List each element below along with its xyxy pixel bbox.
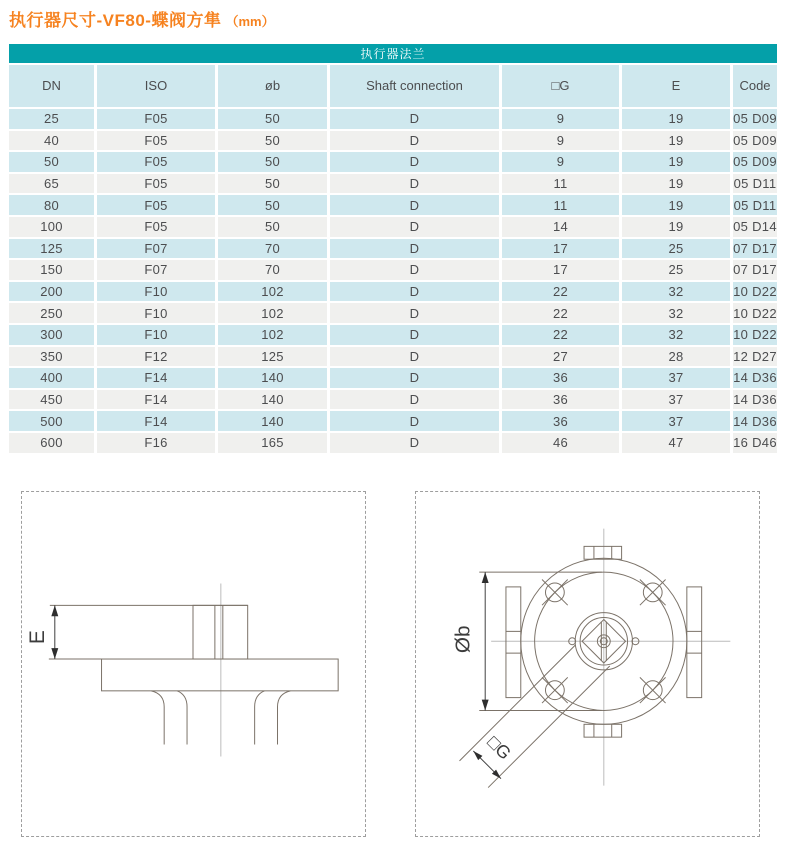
technical-drawings — [9, 491, 777, 837]
table-cell: D — [329, 389, 501, 411]
table-cell: D — [329, 346, 501, 368]
column-header: ISO — [96, 65, 217, 108]
table-cell: 32 — [621, 281, 732, 303]
table-row — [9, 410, 777, 432]
table-cell: 10 D22 — [732, 302, 778, 324]
table-cell: F10 — [96, 281, 217, 303]
table-cell: 14 D36 — [732, 367, 778, 389]
table-row — [9, 389, 777, 411]
table-cell: 50 — [217, 194, 329, 216]
table-cell: 50 — [9, 151, 96, 173]
table-cell: 19 — [621, 194, 732, 216]
table-cell: 50 — [217, 130, 329, 152]
table-cell: 37 — [621, 367, 732, 389]
table-cell: 36 — [501, 410, 621, 432]
table-cell: 10 D22 — [732, 324, 778, 346]
table-cell: 05 D09 — [732, 130, 778, 152]
table-cell: 22 — [501, 302, 621, 324]
table-cell: 05 D11 — [732, 194, 778, 216]
table-cell: 14 — [501, 216, 621, 238]
table-cell: F14 — [96, 367, 217, 389]
table-cell: 19 — [621, 216, 732, 238]
table-cell: D — [329, 302, 501, 324]
table-cell: F10 — [96, 324, 217, 346]
table-cell: D — [329, 216, 501, 238]
table-cell: 9 — [501, 151, 621, 173]
table-cell: 11 — [501, 173, 621, 195]
crosshair-centerlines — [491, 528, 730, 785]
table-cell: 19 — [621, 151, 732, 173]
flange-table-body — [9, 108, 777, 454]
neck-right-outer — [278, 690, 291, 744]
table-cell: 28 — [621, 346, 732, 368]
table-cell: 140 — [217, 367, 329, 389]
table-cell: 65 — [9, 173, 96, 195]
shaft-slot-lines — [215, 605, 223, 659]
table-row — [9, 281, 777, 303]
table-cell: 25 — [621, 259, 732, 281]
side-view-drawing — [22, 492, 365, 836]
table-cell: D — [329, 194, 501, 216]
table-cell: 70 — [217, 259, 329, 281]
table-cell: 14 D36 — [732, 389, 778, 411]
neck-left-inner — [177, 690, 187, 744]
table-cell: 600 — [9, 432, 96, 454]
table-cell: 05 D11 — [732, 173, 778, 195]
table-cell: F10 — [96, 302, 217, 324]
table-cell: 9 — [501, 108, 621, 130]
table-row — [9, 324, 777, 346]
table-cell: 25 — [9, 108, 96, 130]
table-cell: 17 — [501, 238, 621, 260]
table-cell: D — [329, 281, 501, 303]
table-cell: 05 D14 — [732, 216, 778, 238]
table-cell: 80 — [9, 194, 96, 216]
table-cell: 05 D09 — [732, 108, 778, 130]
table-cell: F05 — [96, 151, 217, 173]
dimension-g — [459, 645, 609, 787]
table-cell: D — [329, 151, 501, 173]
table-cell: D — [329, 324, 501, 346]
table-cell: 50 — [217, 151, 329, 173]
page-title-unit: （mm） — [225, 14, 275, 29]
table-cell: D — [329, 432, 501, 454]
table-cell: D — [329, 410, 501, 432]
table-cell: 32 — [621, 324, 732, 346]
column-header: DN — [9, 65, 96, 108]
table-cell: F12 — [96, 346, 217, 368]
table-cell: 250 — [9, 302, 96, 324]
dimension-g-label: □G — [483, 731, 516, 763]
table-cell: 50 — [217, 216, 329, 238]
table-row — [9, 194, 777, 216]
flange-table-header-row — [9, 65, 777, 108]
table-cell: 102 — [217, 302, 329, 324]
table-cell: 47 — [621, 432, 732, 454]
table-cell: 07 D17 — [732, 238, 778, 260]
table-cell: 19 — [621, 130, 732, 152]
table-row — [9, 367, 777, 389]
table-cell: 400 — [9, 367, 96, 389]
table-cell: 05 D09 — [732, 151, 778, 173]
column-header: E — [621, 65, 732, 108]
table-cell: F16 — [96, 432, 217, 454]
table-cell: 37 — [621, 389, 732, 411]
table-cell: F14 — [96, 410, 217, 432]
table-cell: 36 — [501, 389, 621, 411]
table-row — [9, 151, 777, 173]
table-row — [9, 259, 777, 281]
table-cell: 102 — [217, 281, 329, 303]
table-cell: 16 D46 — [732, 432, 778, 454]
table-cell: 70 — [217, 238, 329, 260]
table-cell: 37 — [621, 410, 732, 432]
dimension-e — [26, 605, 58, 659]
table-cell: 9 — [501, 130, 621, 152]
table-cell: F05 — [96, 173, 217, 195]
table-cell: 50 — [217, 108, 329, 130]
column-header: Shaft connection — [329, 65, 501, 108]
table-cell: 36 — [501, 367, 621, 389]
flange-dimension-table — [9, 65, 777, 455]
title-row — [9, 6, 777, 31]
table-row — [9, 432, 777, 454]
table-cell: 46 — [501, 432, 621, 454]
table-cell: 25 — [621, 238, 732, 260]
table-cell: 125 — [9, 238, 96, 260]
table-row — [9, 302, 777, 324]
table-cell: F05 — [96, 130, 217, 152]
table-cell: 500 — [9, 410, 96, 432]
table-cell: F07 — [96, 259, 217, 281]
table-banner-label: 执行器法兰 — [360, 47, 426, 61]
table-cell: 40 — [9, 130, 96, 152]
table-cell: 22 — [501, 281, 621, 303]
table-cell: 300 — [9, 324, 96, 346]
table-cell: 140 — [217, 389, 329, 411]
table-cell: D — [329, 259, 501, 281]
table-cell: 27 — [501, 346, 621, 368]
neck-left-outer — [151, 690, 164, 744]
page-title: 执行器尺寸-VF80-蝶阀方隼 — [9, 11, 222, 30]
column-header: øb — [217, 65, 329, 108]
table-row — [9, 216, 777, 238]
table-cell: 150 — [9, 259, 96, 281]
table-banner — [9, 44, 777, 63]
table-cell: F14 — [96, 389, 217, 411]
table-cell: 102 — [217, 324, 329, 346]
table-cell: 350 — [9, 346, 96, 368]
table-cell: 22 — [501, 324, 621, 346]
top-view-drawing — [416, 492, 759, 836]
dimension-ob-label: Øb — [451, 624, 475, 653]
table-cell: 165 — [217, 432, 329, 454]
table-cell: 125 — [217, 346, 329, 368]
column-header: □G — [501, 65, 621, 108]
table-cell: D — [329, 367, 501, 389]
table-cell: F05 — [96, 108, 217, 130]
table-cell: D — [329, 130, 501, 152]
dimension-e-label: E — [25, 629, 49, 644]
table-cell: 19 — [621, 173, 732, 195]
table-cell: 10 D22 — [732, 281, 778, 303]
table-cell: 17 — [501, 259, 621, 281]
table-cell: D — [329, 238, 501, 260]
table-cell: D — [329, 173, 501, 195]
table-row — [9, 130, 777, 152]
table-row — [9, 238, 777, 260]
table-row — [9, 108, 777, 130]
table-cell: 450 — [9, 389, 96, 411]
flange-plate — [102, 659, 339, 691]
table-row — [9, 346, 777, 368]
table-row — [9, 173, 777, 195]
table-cell: F07 — [96, 238, 217, 260]
table-cell: F05 — [96, 194, 217, 216]
table-cell: 07 D17 — [732, 259, 778, 281]
table-cell: 12 D27 — [732, 346, 778, 368]
table-cell: 14 D36 — [732, 410, 778, 432]
top-view-panel — [415, 491, 760, 837]
column-header: Code — [732, 65, 778, 108]
neck-right-inner — [255, 690, 265, 744]
table-cell: 100 — [9, 216, 96, 238]
table-cell: D — [329, 108, 501, 130]
table-cell: F05 — [96, 216, 217, 238]
table-cell: 140 — [217, 410, 329, 432]
table-cell: 200 — [9, 281, 96, 303]
table-cell: 11 — [501, 194, 621, 216]
side-view-panel — [21, 491, 366, 837]
table-cell: 50 — [217, 173, 329, 195]
table-cell: 19 — [621, 108, 732, 130]
table-cell: 32 — [621, 302, 732, 324]
